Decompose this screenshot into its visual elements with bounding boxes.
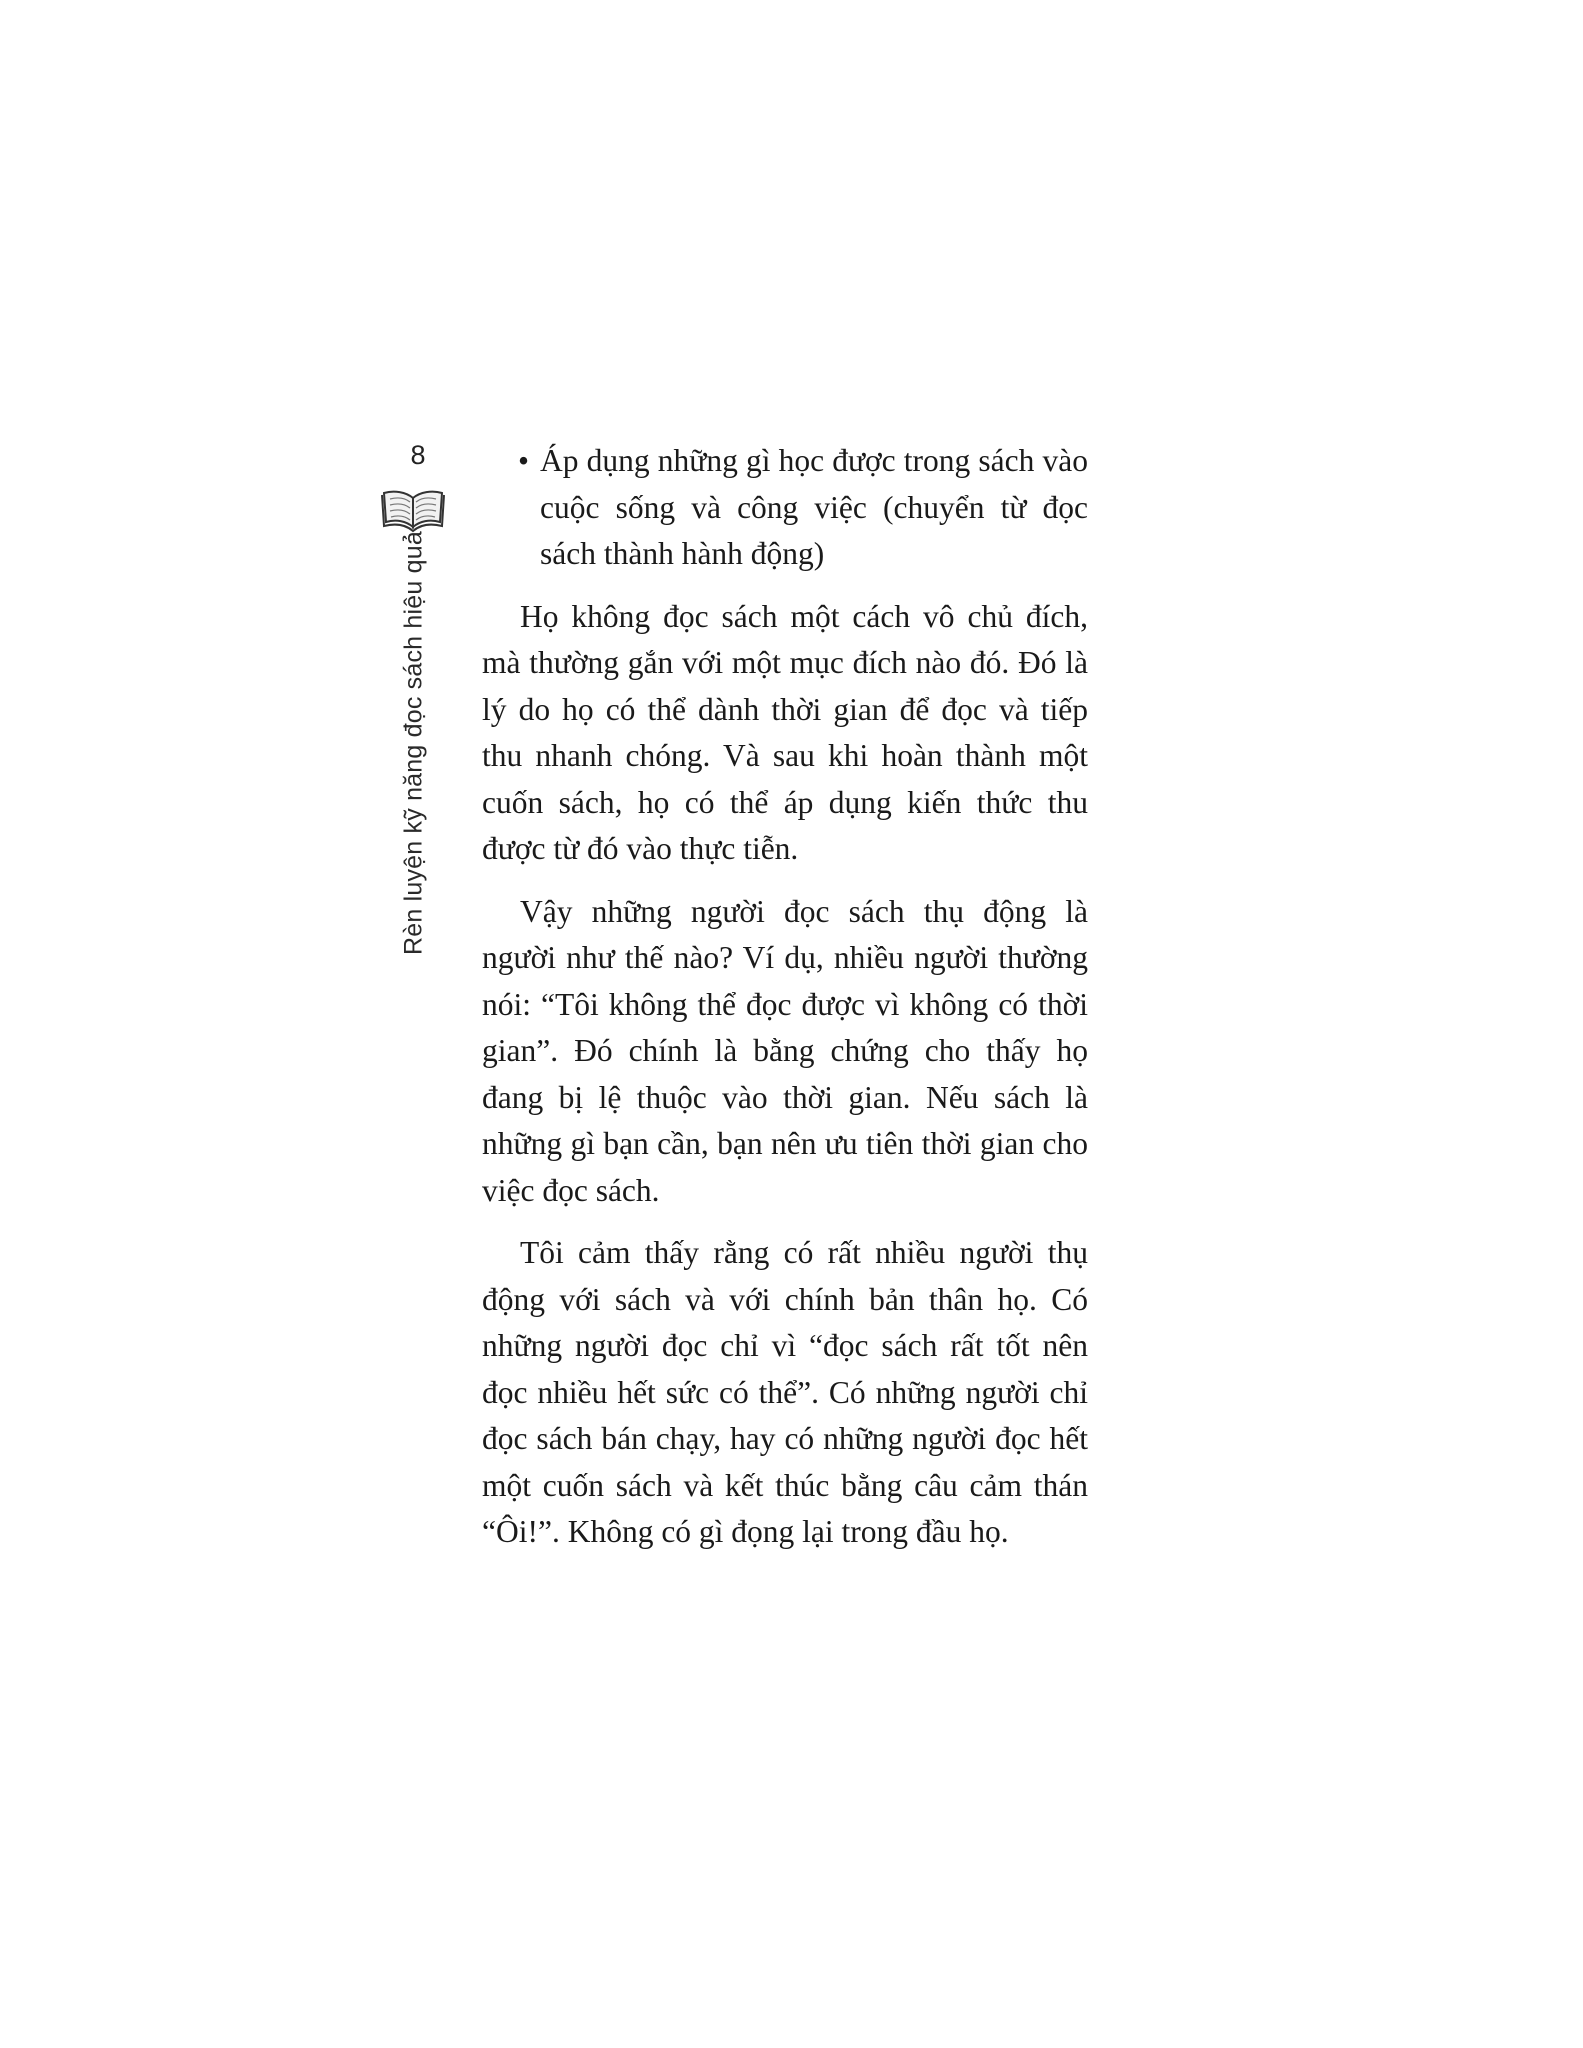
bullet-item [482,438,1088,578]
page-number: 8 [410,440,426,470]
running-head [392,440,440,960]
running-title: Rèn luyện kỹ năng đọc sách hiệu quả [399,531,428,955]
bullet-marker: • [518,443,530,478]
main-text [482,438,1088,1572]
paragraph: Tôi cảm thấy rằng có rất nhiều người thụ động với sách và với chính bản thân họ. Có những người đọc chỉ vì “đọc sách rất tốt nên đọc nhiều hết sức có thể”. Có những người chỉ đọc sách bán chạy, hay có những người đọc hết một cuốn sách và kết thúc bằng câu cảm thán “Ôi!”. Không có gì đọng lại trong đầu họ. [482,1235,1088,1549]
open-book-icon [378,484,448,534]
paragraph: Họ không đọc sách một cách vô chủ đích, mà thường gắn với một mục đích nào đó. Đó là lý do họ có thể dành thời gian để đọc và tiếp thu nhanh chóng. Và sau khi hoàn thành một cuốn sách, họ có thể áp dụng kiến thức thu được từ đó vào thực tiễn. [482,598,1088,866]
paragraph: Vậy những người đọc sách thụ động là người như thế nào? Ví dụ, nhiều người thường nói: “Tôi không thể đọc được vì không có thời gian”. Đó chính là bằng chứng cho thấy họ đang bị lệ thuộc vào thời gian. Nếu sách là những gì bạn cần, bạn nên ưu tiên thời gian cho việc đọc sách. [482,893,1088,1208]
bullet-text: Áp dụng những gì học được trong sách vào cuộc sống và công việc (chuyển từ đọc sách thành hành động) [540,443,1088,571]
